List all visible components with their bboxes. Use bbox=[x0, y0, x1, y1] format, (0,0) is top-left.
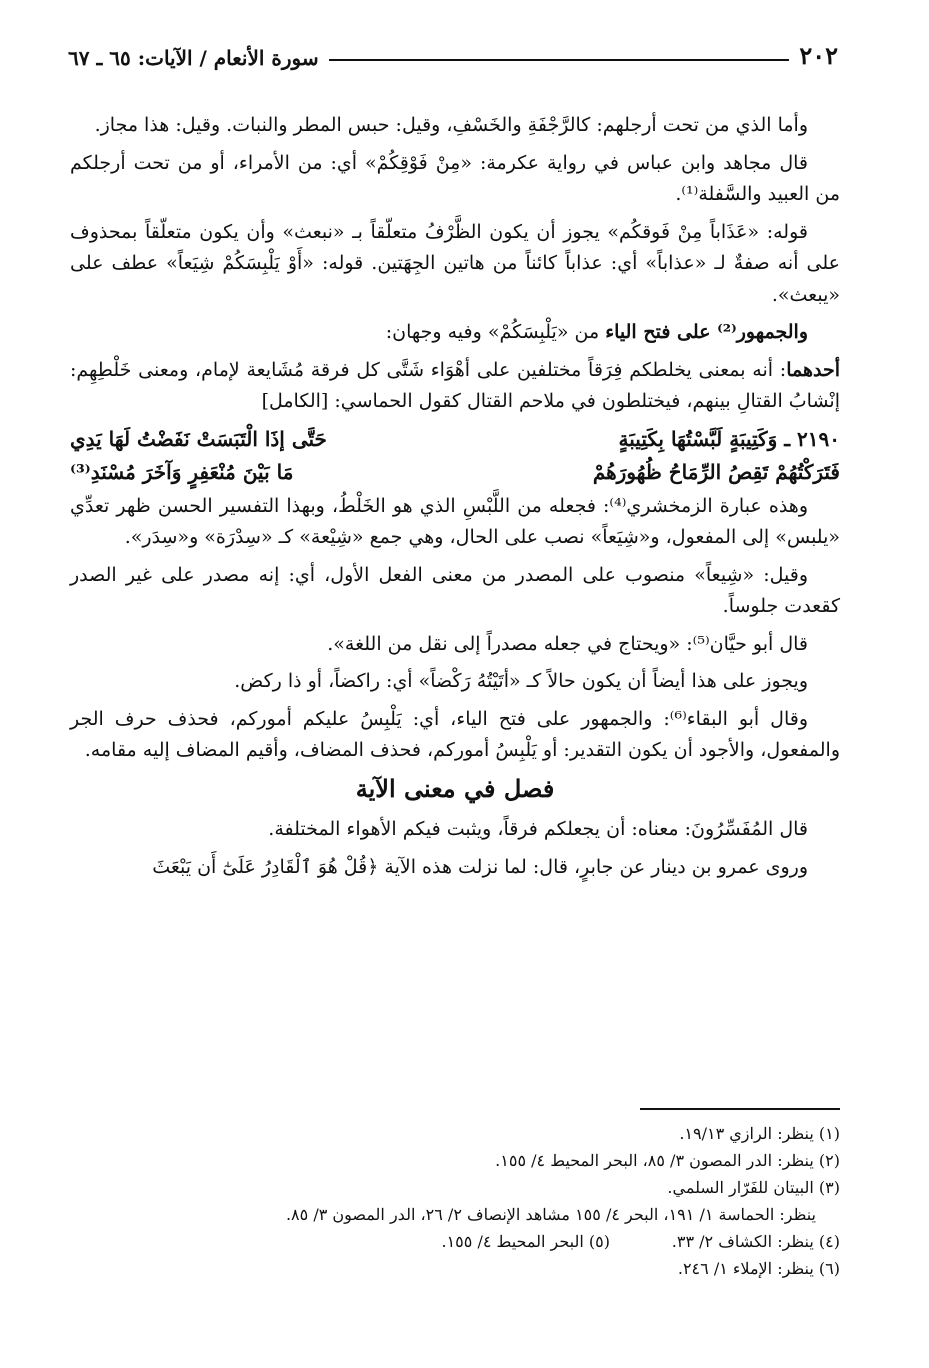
page-number: ٢٠٢ bbox=[799, 41, 838, 70]
poem-verse bbox=[70, 457, 840, 489]
paragraph: وقال أبو البقاء⁽⁶⁾: والجمهور على فتح الياء، أي: يَلْبِسُ عليكم أموركم، فحذف حرف الجر والمفعول، والأجود أن يكون التقدير: أو يَلْبِسُ أموركم، فحذف المضاف، وأقيم المضاف إليه مقامه. bbox=[70, 707, 840, 761]
paragraph: قال المُفَسِّرُونَ: معناه: أن يجعلكم فرقاً، ويثبت فيكم الأهواء المختلفة. bbox=[268, 818, 808, 840]
running-header bbox=[68, 34, 838, 70]
footnote-divider bbox=[640, 1108, 840, 1110]
verse-hemistich-second: مَا بَيْنَ مُنْعَفِرٍ وَآخَرَ مُسْنَدِ⁽³⁾ bbox=[70, 460, 294, 484]
footnote: (٦) ينظر: الإملاء ١/ ٢٤٦. bbox=[677, 1259, 840, 1278]
paragraph bbox=[70, 355, 840, 418]
poem-verse bbox=[70, 424, 840, 456]
footnote-continuation: ينظر: الحماسة ١/ ١٩١، البحر ٤/ ١٥٥ مشاهد الإنصاف ٢/ ٢٦، الدر المصون ٣/ ٨٥. bbox=[285, 1205, 816, 1224]
paragraph-text: : أنه بمعنى يخلطكم فِرَقاً مختلفين على أهْوَاء شَتَّى كل فرقة مُشَايعة لإمام، ومعنى خَلْطِهِم: إنْشابُ القتالِ بينهم، فيختلطون في ملاحم القتال كقول الحماسي: [الكامل] bbox=[70, 358, 840, 412]
paragraph: قال أبو حيَّان⁽⁵⁾: «ويحتاج في جعله مصدراً إلى نقل من اللغة». bbox=[327, 632, 808, 655]
footnote: (٣) البيتان للفَرّار السلمي. bbox=[667, 1178, 840, 1197]
verse-hemistich-first: ٢١٩٠ ـ وَكَتِيبَةٍ لَبَّسْتُهَا بِكَتِيبَةٍ bbox=[618, 426, 840, 451]
paragraph: قوله: «عَذَاباً مِنْ فَوقكُم» يجوز أن يكون الظَّرْفُ متعلّقاً بـ «نبعث» وأن يكون متعلّقاً بمحذوف على أنه صفةٌ لـ «عذاباً» أي: عذاباً كائناً من هاتين الجِهَتين. قوله: «أَوْ يَلْبِسَكُمْ شِيَعاً» عطف على «يبعث». bbox=[70, 220, 840, 306]
header-rule bbox=[329, 59, 790, 61]
bold-phrase: أحدهما bbox=[786, 358, 840, 381]
paragraph: وهذه عبارة الزمخشري⁽⁴⁾: فجعله من اللَّبْسِ الذي هو الخَلْطُ، وبهذا التفسير الحسن ظهر تعدِّي «يلبس» إلى المفعول، و«شِيَعاً» نصب على الحال، وهي جمع «شِيْعة» كـ «سِدْرَة» و«سِدَر». bbox=[70, 494, 840, 548]
paragraph: وروى عمرو بن دينار عن جابرٍ، قال: لما نزلت هذه الآية ﴿قُلْ هُوَ ٱلْقَادِرُ عَلَىٰٓ أَن يَبْعَثَ bbox=[152, 855, 808, 878]
header-title: سورة الأنعام / الآيات: ٦٥ ـ ٦٧ bbox=[68, 46, 319, 70]
paragraph: ويجوز على هذا أيضاً أن يكون حالاً كـ «أتَيْتُهُ رَكْضاً» أي: راكضاً، أو ذا ركض. bbox=[234, 670, 808, 692]
verse-hemistich-second: حَتَّى إذَا الْتَبَسَتْ نَفَضْتُ لَهَا يَدِي bbox=[70, 426, 327, 451]
bold-phrase: والجمهور⁽²⁾ على فتح الياء bbox=[605, 321, 808, 343]
paragraph-text: من «يَلْبِسَكُمْ» وفيه وجهان: bbox=[385, 321, 606, 343]
footnote: (٥) البحر المحيط ٤/ ١٥٥. bbox=[441, 1232, 610, 1251]
paragraph: وأما الذي من تحت أرجلهم: كالرَّجْفَةِ والخَسْفِ، وقيل: حبس المطر والنبات. وقيل: هذا مجاز. bbox=[94, 114, 808, 136]
verse-hemistich-first: فَتَرَكْتُهُمْ تَقِصُ الرِّمَاحُ ظُهُورَهُمْ bbox=[592, 460, 840, 484]
main-text bbox=[70, 110, 840, 889]
footnote-pair bbox=[70, 1228, 840, 1255]
paragraph bbox=[70, 317, 840, 349]
footnotes bbox=[70, 1120, 840, 1282]
paragraph: وقيل: «شِيعاً» منصوب على المصدر من معنى الفعل الأول، أي: إنه مصدر على غير الصدر كقعدت جلوساً. bbox=[70, 563, 840, 617]
footnote: (٢) ينظر: الدر المصون ٣/ ٨٥، البحر المحيط ٤/ ١٥٥. bbox=[495, 1151, 840, 1170]
footnote: (١) ينظر: الرازي ١٩/١٣. bbox=[679, 1124, 840, 1143]
section-heading: فصل في معنى الآية bbox=[355, 773, 555, 803]
footnote: (٤) ينظر: الكشاف ٢/ ٣٣. bbox=[671, 1232, 840, 1251]
paragraph: قال مجاهد وابن عباس في رواية عكرمة: «مِنْ فَوْقِكُمْ» أي: من الأمراء، أو من تحت أرجلكم من العبيد والسَّفلة⁽¹⁾. bbox=[70, 151, 840, 205]
